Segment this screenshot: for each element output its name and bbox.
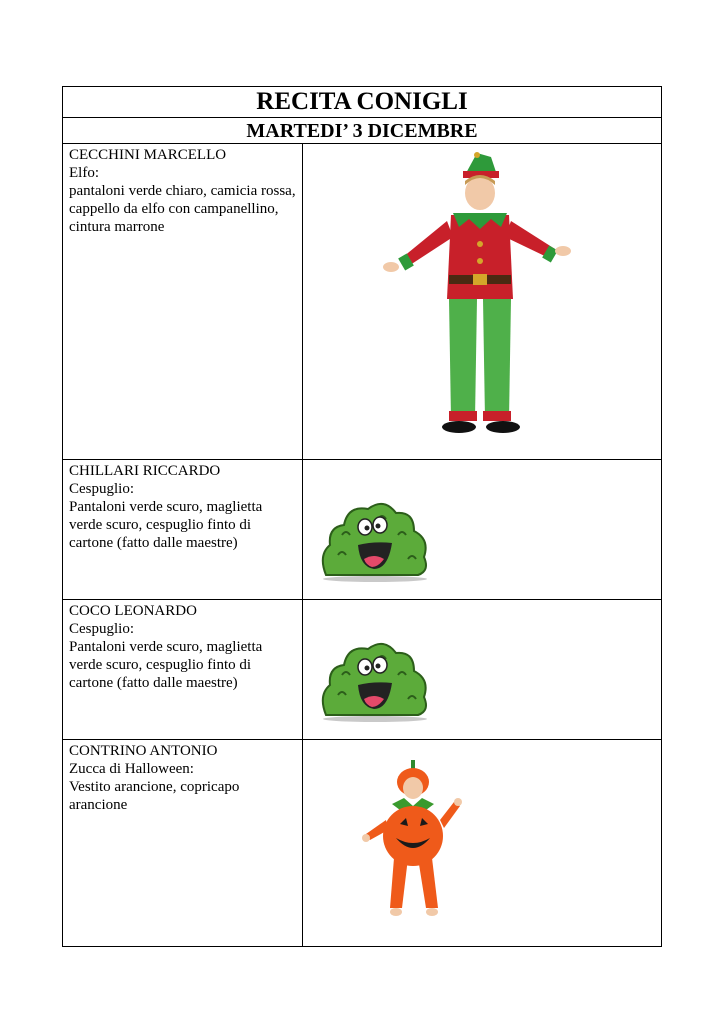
entry-text-cell bbox=[63, 144, 303, 459]
cartoon-bush-image bbox=[318, 635, 433, 723]
student-name: CHILLARI RICCARDO bbox=[69, 463, 221, 479]
costume-role: Cespuglio: bbox=[69, 621, 135, 637]
entry-text-cell bbox=[63, 600, 303, 739]
costume-description: Vestito arancione, copricapo arancione bbox=[69, 779, 240, 813]
costume-description: Pantaloni verde scuro, maglietta verde scuro, cespuglio finto di cartone (fatto dalle maestre) bbox=[69, 499, 263, 551]
table-row bbox=[63, 460, 661, 600]
costume-description: Pantaloni verde scuro, maglietta verde scuro, cespuglio finto di cartone (fatto dalle maestre) bbox=[69, 639, 263, 691]
costume-role: Elfo: bbox=[69, 165, 99, 181]
entry-image-cell bbox=[303, 600, 661, 739]
table-row bbox=[63, 600, 661, 740]
table-row bbox=[63, 144, 661, 460]
entry-image-cell bbox=[303, 144, 661, 459]
document-title: RECITA CONIGLI bbox=[63, 87, 661, 118]
document-subtitle: MARTEDI’ 3 DICEMBRE bbox=[63, 118, 661, 144]
student-name: CECCHINI MARCELLO bbox=[69, 147, 227, 163]
costume-role: Cespuglio: bbox=[69, 481, 135, 497]
entry-text-cell bbox=[63, 740, 303, 946]
entry-text-cell bbox=[63, 460, 303, 599]
costume-table bbox=[62, 86, 662, 947]
student-name: CONTRINO ANTONIO bbox=[69, 743, 218, 759]
entry-image-cell bbox=[303, 740, 661, 946]
costume-description: pantaloni verde chiaro, camicia rossa, cappello da elfo con campanellino, cintura marrone bbox=[69, 183, 296, 235]
entry-image-cell bbox=[303, 460, 661, 599]
student-name: COCO LEONARDO bbox=[69, 603, 197, 619]
cartoon-bush-image bbox=[318, 495, 433, 583]
elf-costume-image bbox=[373, 149, 573, 449]
costume-role: Zucca di Halloween: bbox=[69, 761, 194, 777]
table-row bbox=[63, 740, 661, 946]
pumpkin-costume-image bbox=[358, 758, 468, 928]
